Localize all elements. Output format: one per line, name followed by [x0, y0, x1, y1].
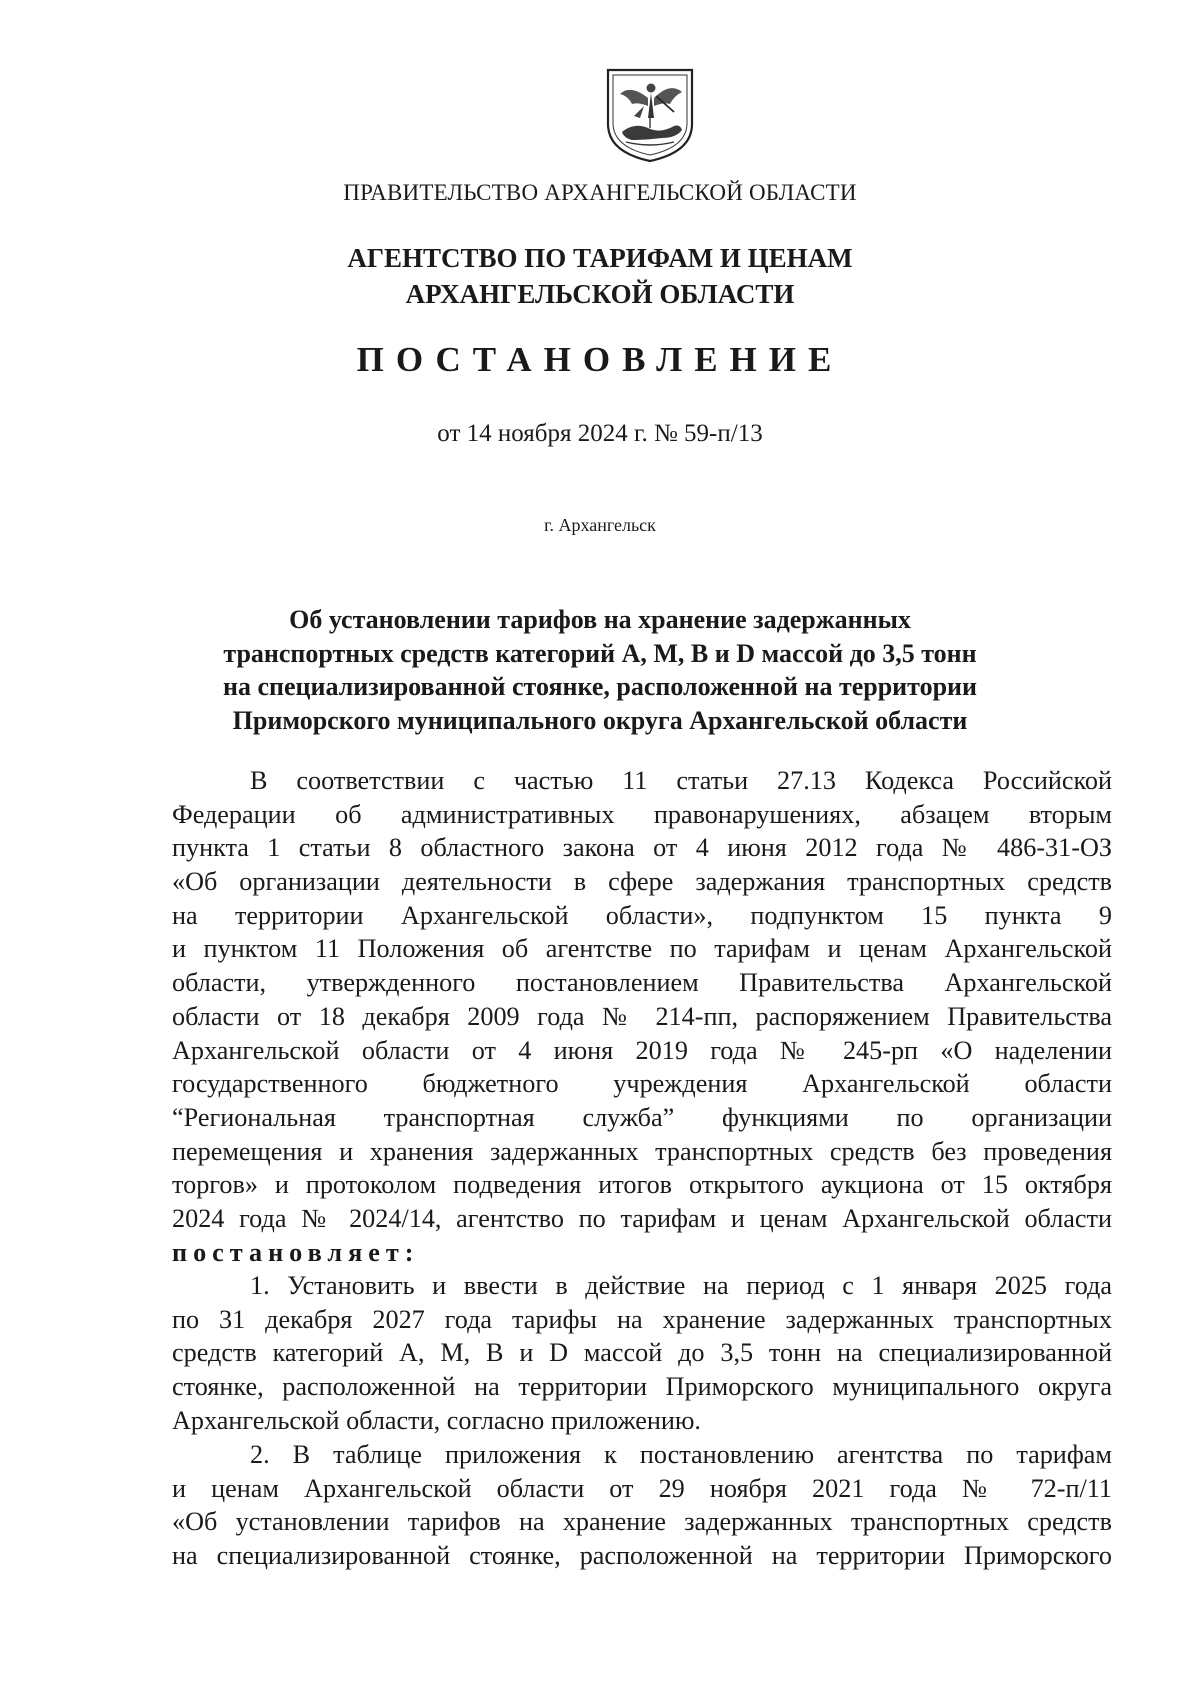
- document-type-heading: ПОСТАНОВЛЕНИЕ: [356, 340, 844, 379]
- text-line: «Об организации деятельности в сфере задержания транспортных средств: [172, 867, 1112, 897]
- text-line: торгов» и протоколом подведения итогов открытого аукциона от 15 октября: [172, 1170, 1112, 1200]
- title-line: транспортных средств категорий A, M, B и D массой до 3,5 тонн: [223, 638, 977, 668]
- text-line: средств категорий A, M, B и D массой до 3,5 тонн на специализированной: [172, 1338, 1112, 1368]
- title-line: Приморского муниципального округа Архангельской области: [232, 705, 968, 735]
- coat-of-arms-emblem: [604, 66, 696, 164]
- text-line: В соответствии с частью 11 статьи 27.13 Кодекса Российской: [250, 766, 1112, 795]
- text-line: и ценам Архангельской области от 29 ноября 2021 года № 72-п/11: [172, 1473, 1112, 1503]
- document-city: г. Архангельск: [544, 515, 656, 535]
- text-line: области, утвержденного постановлением Правительства Архангельской: [172, 968, 1112, 998]
- agency-name-line2: АРХАНГЕЛЬСКОЙ ОБЛАСТИ: [405, 279, 795, 309]
- title-line: Об установлении тарифов на хранение задержанных: [289, 605, 911, 634]
- resolves-keyword: постановляет:: [172, 1237, 420, 1267]
- text-line: перемещения и хранения задержанных транспортных средств без проведения: [172, 1136, 1112, 1166]
- text-line: государственного бюджетного учреждения Архангельской области: [172, 1069, 1112, 1099]
- document-title: [0, 603, 1200, 737]
- text-line: 2. В таблице приложения к постановлению агентства по тарифам: [250, 1440, 1112, 1469]
- item-1-paragraph: [172, 1269, 1112, 1437]
- text-line: 1. Установить и ввести в действие на период с 1 января 2025 года: [250, 1271, 1112, 1300]
- text-line: Архангельской области от 4 июня 2019 года № 245-рп «О наделении: [172, 1035, 1112, 1065]
- text-line: на территории Архангельской области», подпунктом 15 пункта 9: [172, 900, 1112, 930]
- agency-name: [0, 240, 1200, 312]
- text-line: области от 18 декабря 2009 года № 214-пп, распоряжением Правительства: [172, 1001, 1112, 1031]
- preamble-paragraph: [172, 764, 1112, 1269]
- text-line: «Об установлении тарифов на хранение задержанных транспортных средств: [172, 1507, 1112, 1537]
- text-line: “Региональная транспортная служба” функциями по организации: [172, 1102, 1112, 1132]
- text-line: по 31 декабря 2027 года тарифы на хранение задержанных транспортных: [172, 1304, 1112, 1334]
- agency-name-line1: АГЕНТСТВО ПО ТАРИФАМ И ЦЕНАМ: [347, 243, 853, 273]
- text-line: 2024 года № 2024/14, агентство по тарифам и ценам Архангельской области: [172, 1203, 1112, 1233]
- item-2-paragraph: [172, 1438, 1112, 1573]
- text-line: и пунктом 11 Положения об агентстве по тарифам и ценам Архангельской: [172, 934, 1112, 964]
- text-line: пункта 1 статьи 8 областного закона от 4 июня 2012 года № 486-31-ОЗ: [172, 833, 1112, 863]
- text-line: стоянке, расположенной на территории Приморского муниципального округа: [172, 1372, 1112, 1402]
- title-line: на специализированной стоянке, расположенной на территории: [222, 672, 978, 701]
- text-line: на специализированной стоянке, расположенной на территории Приморского: [172, 1541, 1112, 1571]
- text-line: Архангельской области, согласно приложению.: [172, 1405, 701, 1435]
- document-date-number: от 14 ноября 2024 г. № 59-п/13: [437, 420, 763, 447]
- text-line: Федерации об административных правонарушениях, абзацем вторым: [172, 799, 1112, 829]
- government-name: ПРАВИТЕЛЬСТВО АРХАНГЕЛЬСКОЙ ОБЛАСТИ: [343, 180, 857, 205]
